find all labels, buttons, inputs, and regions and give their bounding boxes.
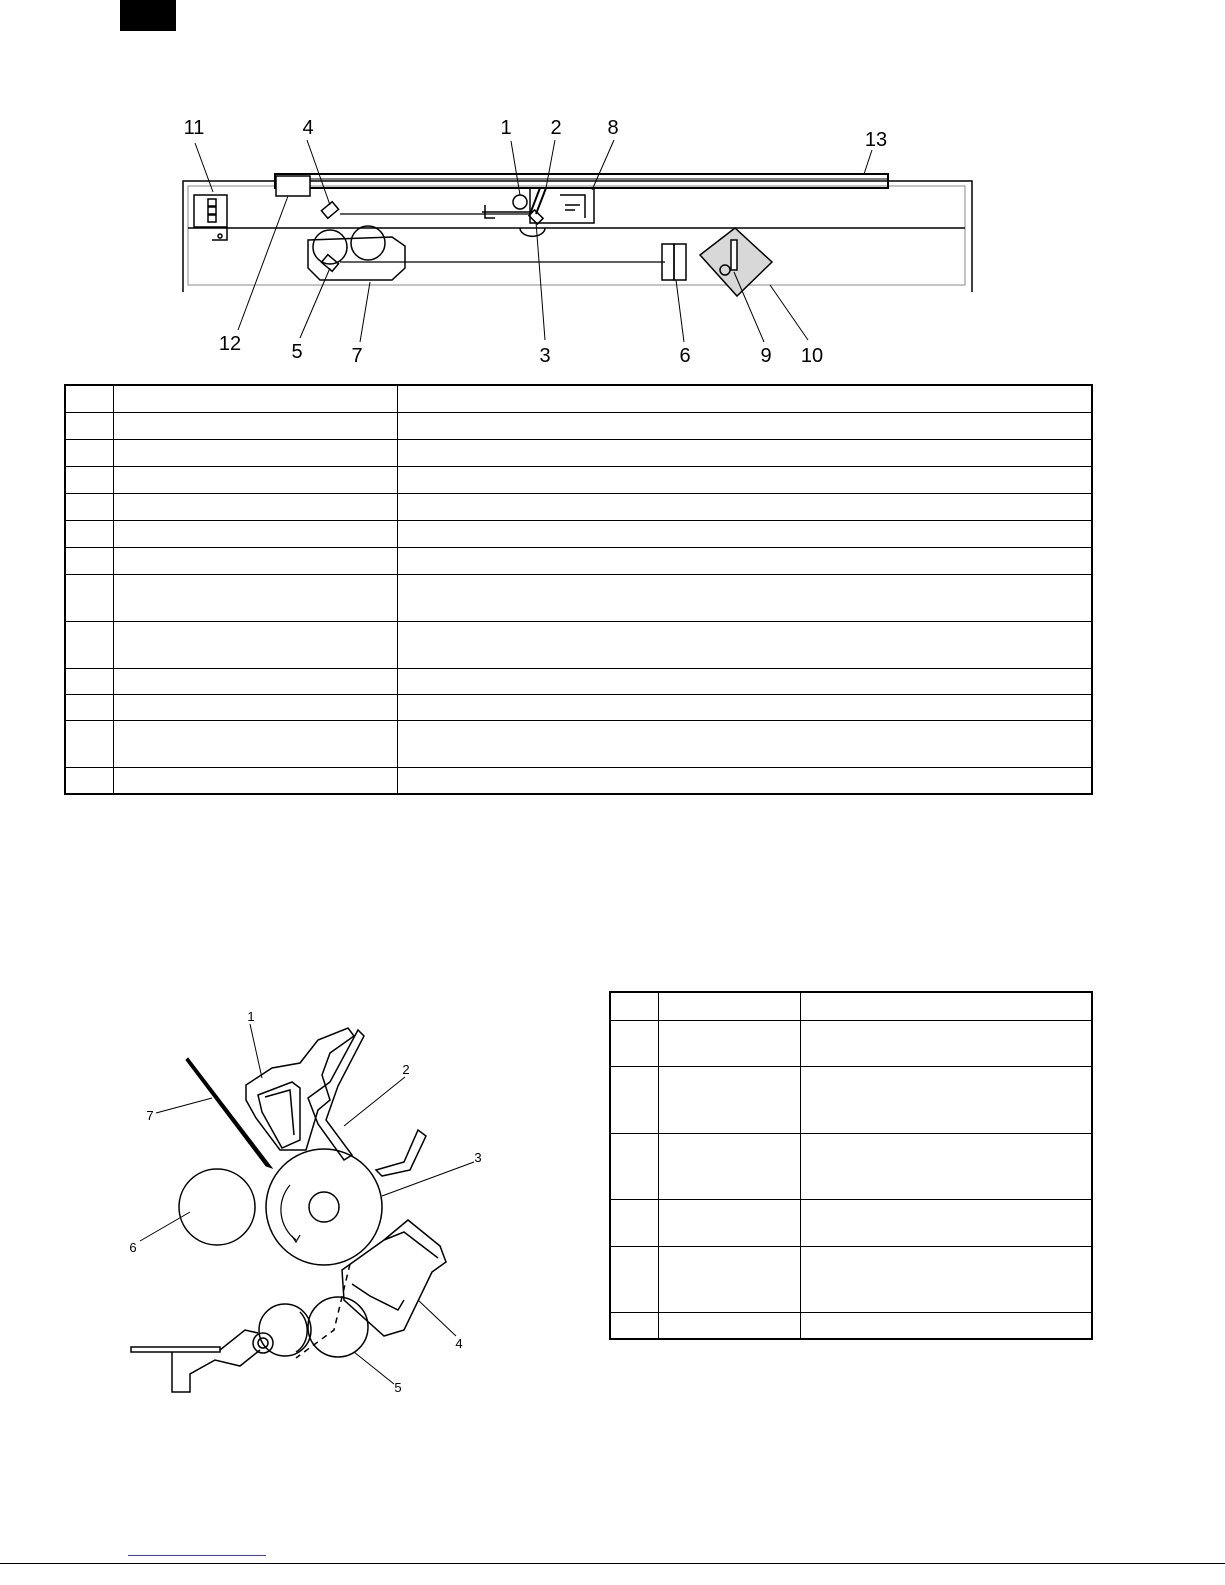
table-row — [65, 694, 1092, 720]
table-row — [65, 466, 1092, 493]
callout-6: 6 — [129, 1240, 137, 1255]
callout-5: 5 — [394, 1380, 402, 1395]
callout-7: 7 — [351, 345, 363, 367]
process-parts-table — [609, 991, 1093, 1340]
table-row — [65, 668, 1092, 694]
callout-4: 4 — [302, 117, 314, 139]
frame-outline — [183, 181, 972, 292]
table-row — [610, 992, 1092, 1020]
callout-7: 7 — [146, 1108, 154, 1123]
table-row — [65, 574, 1092, 621]
footer-link-underline[interactable] — [128, 1555, 266, 1556]
table-row — [65, 720, 1092, 767]
callout-1: 1 — [247, 1009, 255, 1024]
callout-8: 8 — [607, 117, 619, 139]
callout-1: 1 — [500, 117, 512, 139]
callout-2: 2 — [550, 117, 562, 139]
table-row — [610, 1133, 1092, 1199]
callout-9: 9 — [760, 345, 772, 367]
callout-4: 4 — [455, 1336, 463, 1351]
table-row — [65, 547, 1092, 574]
callout-5: 5 — [291, 341, 303, 363]
top-callout-labels — [184, 117, 888, 367]
table-row — [610, 1199, 1092, 1246]
table-row — [610, 1020, 1092, 1066]
process-section-diagram — [0, 1000, 600, 1420]
callout-3: 3 — [539, 345, 551, 367]
callout-12: 12 — [218, 333, 242, 355]
callout-6: 6 — [679, 345, 691, 367]
table-row — [610, 1066, 1092, 1133]
table-row — [610, 1246, 1092, 1312]
table-row — [65, 767, 1092, 794]
optical-unit-diagram — [0, 100, 1225, 375]
page-tab-marker — [120, 0, 176, 31]
table-row — [65, 439, 1092, 466]
optical-parts-table — [64, 384, 1093, 795]
table-row — [65, 385, 1092, 412]
callout-2: 2 — [402, 1062, 410, 1077]
table-row — [65, 493, 1092, 520]
table-row — [65, 412, 1092, 439]
table-row — [65, 520, 1092, 547]
callout-3: 3 — [474, 1150, 482, 1165]
callout-13: 13 — [864, 129, 888, 151]
table-row — [65, 621, 1092, 668]
callout-11: 11 — [183, 117, 205, 139]
callout-10: 10 — [800, 345, 824, 367]
bottom-callout-labels — [129, 1009, 481, 1395]
table-row — [610, 1312, 1092, 1339]
footer-rule — [0, 1563, 1225, 1564]
